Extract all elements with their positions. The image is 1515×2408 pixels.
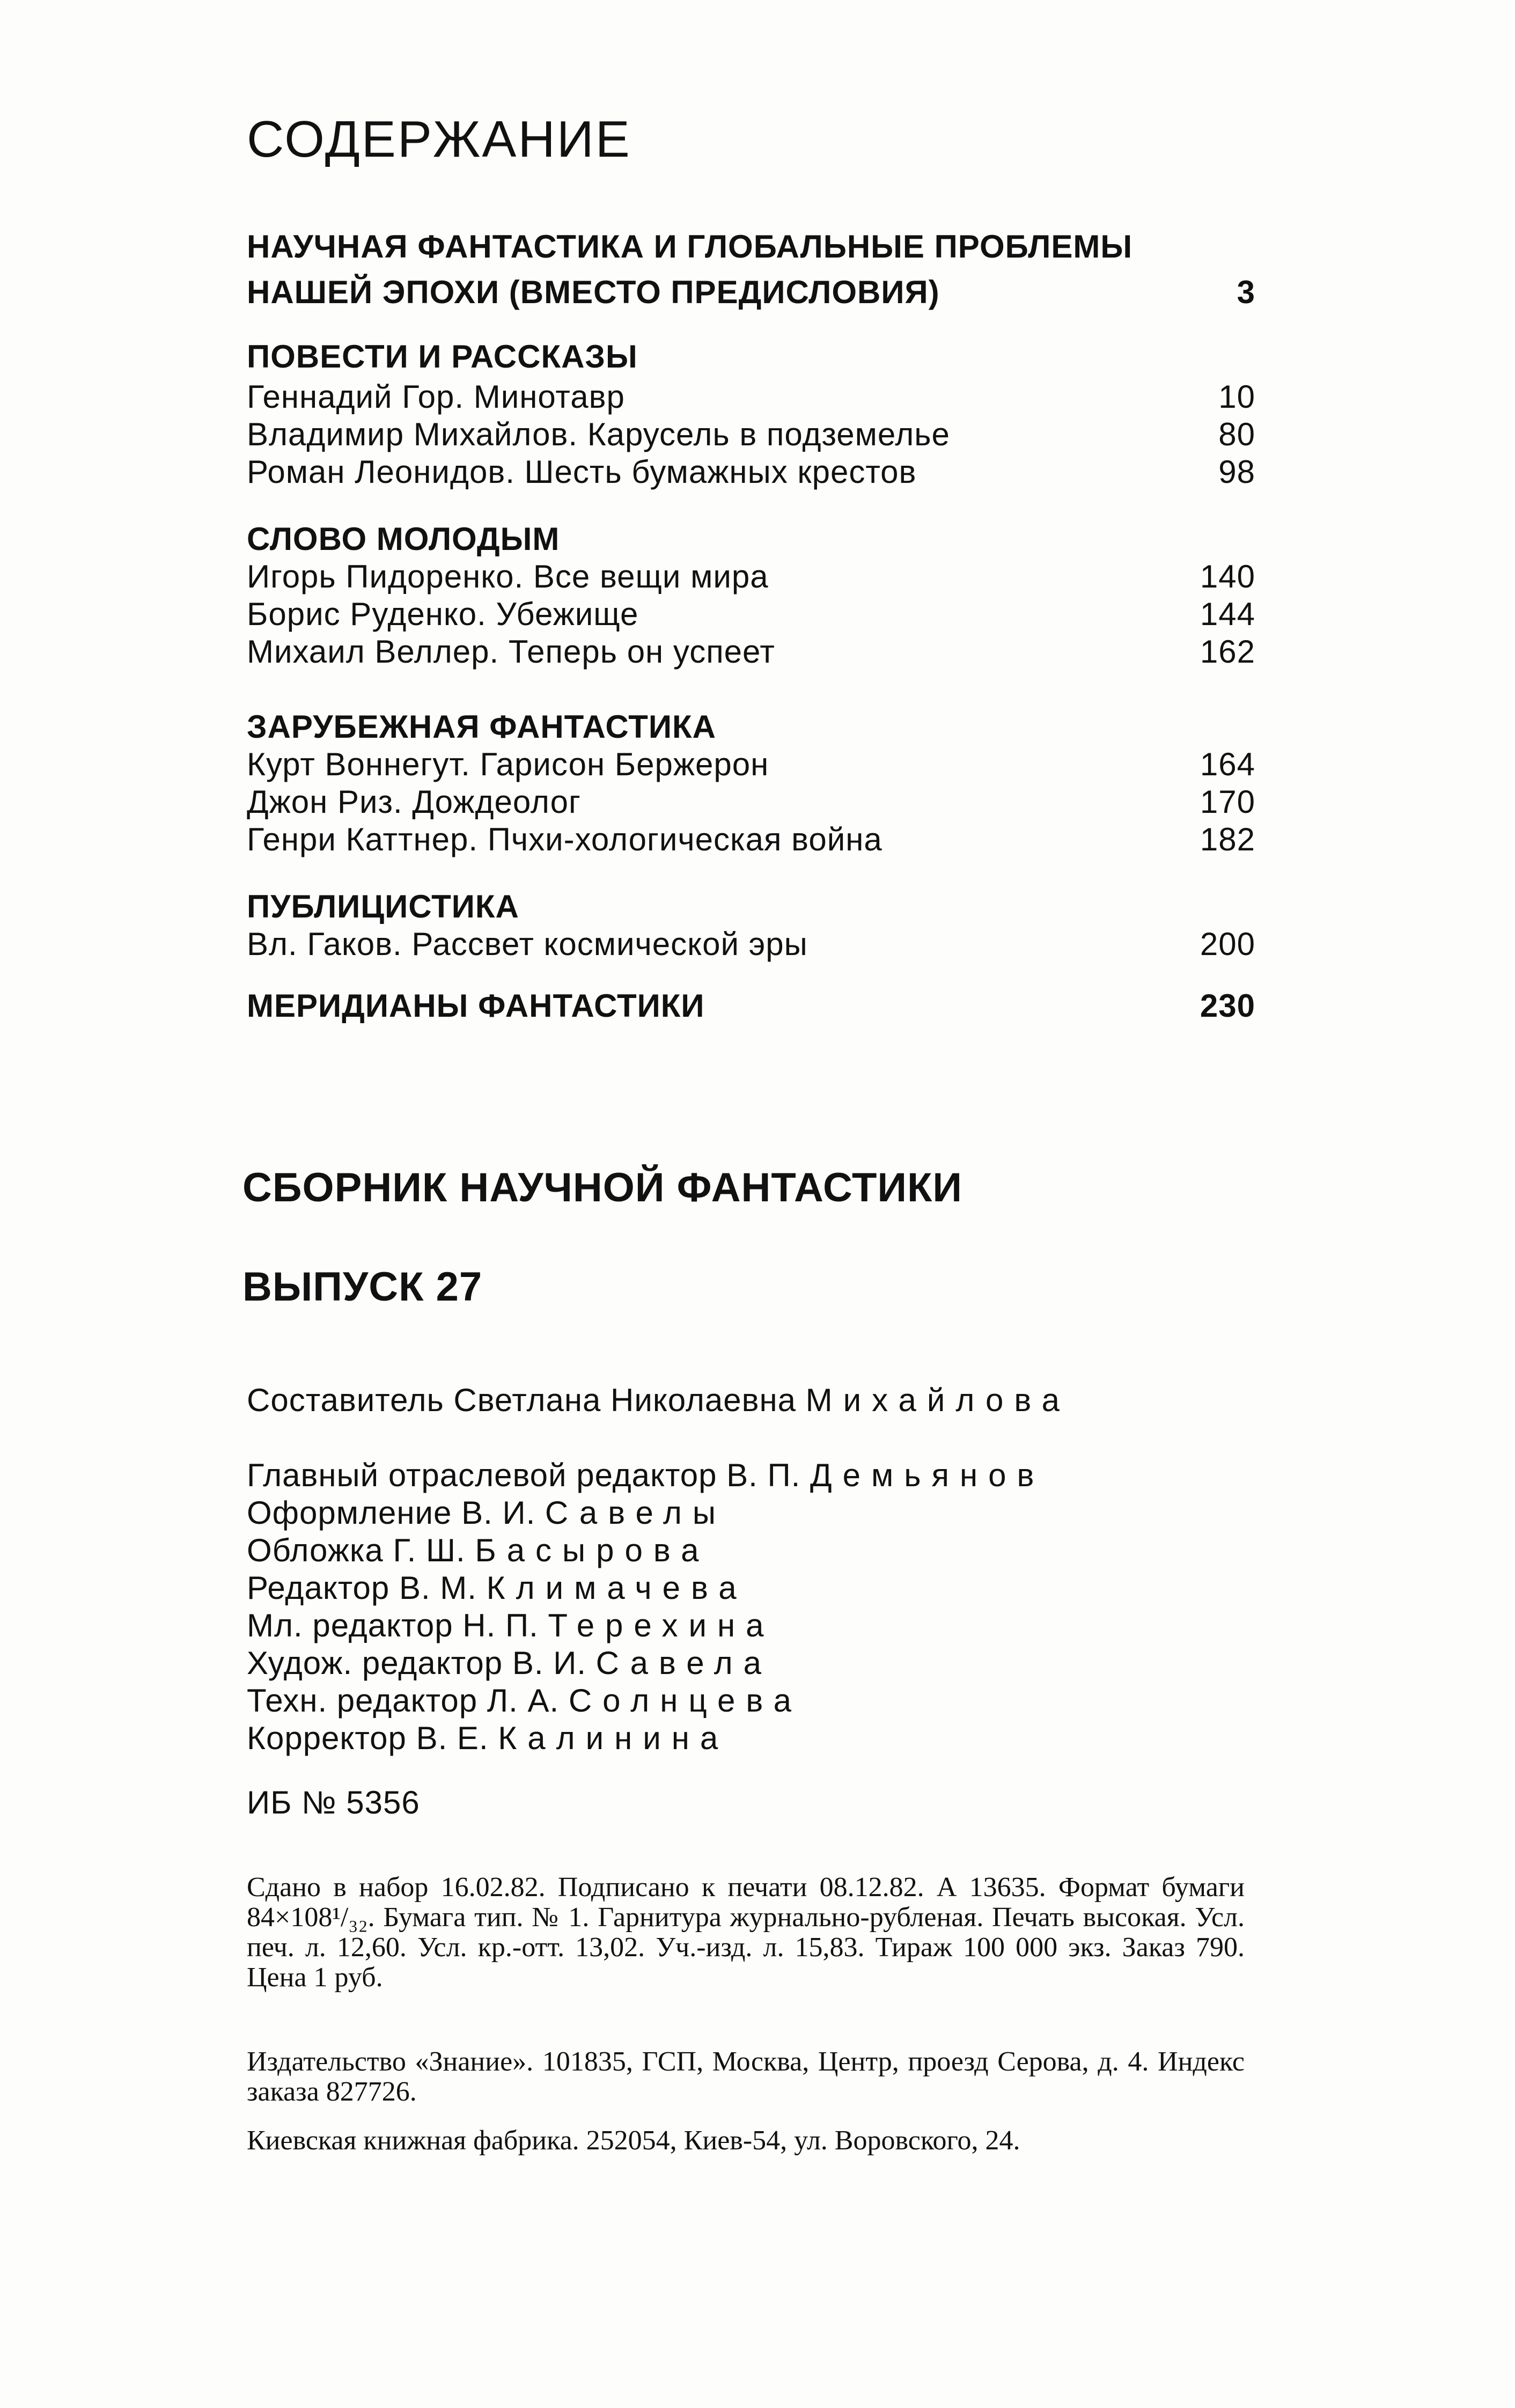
toc-intro-line2	[247, 274, 1255, 311]
credit-role: Главный отраслевой редактор В. П.	[247, 1457, 801, 1493]
toc-section-heading	[247, 338, 1255, 375]
toc-entry	[247, 746, 1255, 783]
staff-credit	[247, 1682, 802, 1719]
toc-entry-title: Курт Воннегут. Гарисон Бержерон	[247, 746, 769, 782]
toc-entry-page: 10	[1218, 379, 1255, 415]
toc-intro-line1	[247, 228, 1255, 265]
staff-credit	[247, 1720, 729, 1757]
toc-meridians-title: МЕРИДИАНЫ ФАНТАСТИКИ	[247, 988, 705, 1024]
imprint-print-data: Сдано в набор 16.02.82. Подписано к печати 08.12.82. А 13635. Формат бумаги 84×108¹/₃₂. Бумага тип. № 1. Гарнитура журнально-рубленая. Печать высокая. Усл. печ. л. 12,60. Усл. кр.-отт. 13,02. Уч.-изд. л. 15,83. Тираж 100 000 экз. Заказ 790. Цена 1 руб.	[247, 1872, 1245, 1993]
toc-entry	[247, 558, 1255, 595]
toc-entry-title: Геннадий Гор. Минотавр	[247, 379, 625, 415]
toc-section-title: ПУБЛИЦИСТИКА	[247, 889, 519, 924]
toc-entry-title: Михаил Веллер. Теперь он успеет	[247, 634, 775, 670]
series-title: СБОРНИК НАУЧНОЙ ФАНТАСТИКИ	[242, 1165, 963, 1210]
credit-role: Корректор В. Е.	[247, 1720, 489, 1756]
toc-section-title: ЗАРУБЕЖНАЯ ФАНТАСТИКА	[247, 709, 716, 745]
toc-title: СОДЕРЖАНИЕ	[247, 111, 631, 168]
imprint-publisher: Издательство «Знание». 101835, ГСП, Москва, Центр, проезд Серова, д. 4. Индекс заказа 827726.	[247, 2046, 1245, 2107]
toc-meridians	[247, 987, 1255, 1024]
credit-role: Техн. редактор Л. А.	[247, 1683, 560, 1719]
toc-entry-page: 80	[1218, 416, 1255, 452]
toc-entry-title: Борис Руденко. Убежище	[247, 596, 639, 632]
issue-title: ВЫПУСК 27	[242, 1264, 483, 1310]
toc-entry-page: 98	[1218, 454, 1255, 490]
toc-entry-page: 164	[1200, 746, 1255, 782]
toc-entry	[247, 378, 1255, 415]
credit-name: Савела	[595, 1645, 772, 1681]
toc-entry-page: 144	[1200, 596, 1255, 632]
toc-entry-title: Игорь Пидоренко. Все вещи мира	[247, 559, 769, 594]
toc-section-title: СЛОВО МОЛОДЫМ	[247, 521, 560, 557]
staff-credit	[247, 1569, 747, 1606]
toc-section-heading	[247, 520, 1255, 557]
toc-entry	[247, 926, 1255, 963]
credit-role: Составитель Светлана Николаевна	[247, 1382, 796, 1418]
toc-entry-title: Владимир Михайлов. Карусель в подземелье	[247, 416, 950, 452]
credit-name: Савелы	[545, 1495, 727, 1531]
credit-name: Солнцева	[568, 1683, 802, 1719]
credit-name: Терехина	[548, 1607, 775, 1643]
credit-role: Худож. редактор В. И.	[247, 1645, 586, 1681]
staff-credit	[247, 1532, 710, 1569]
toc-entry-title: Джон Риз. Дождеолог	[247, 784, 581, 820]
credit-name: Михайлова	[805, 1382, 1070, 1418]
staff-credit	[247, 1645, 772, 1682]
compiler-credit	[247, 1382, 1070, 1419]
toc-section-heading	[247, 708, 1255, 745]
toc-section-title: ПОВЕСТИ И РАССКАЗЫ	[247, 339, 638, 375]
toc-entry-title: Генри Каттнер. Пчхи-хологическая война	[247, 821, 882, 857]
toc-entry-page: 200	[1200, 926, 1255, 962]
credit-role: Оформление В. И.	[247, 1495, 536, 1531]
toc-entry	[247, 633, 1255, 670]
toc-entry	[247, 453, 1255, 490]
toc-entry-title: Вл. Гаков. Рассвет космической эры	[247, 926, 808, 962]
staff-credit	[247, 1457, 1045, 1494]
toc-entry	[247, 596, 1255, 633]
staff-credit	[247, 1494, 726, 1531]
toc-meridians-page: 230	[1200, 988, 1255, 1024]
toc-entry-title: Роман Леонидов. Шесть бумажных крестов	[247, 454, 917, 490]
credit-name: Басырова	[475, 1532, 710, 1568]
toc-entry	[247, 821, 1255, 858]
toc-entry-page: 140	[1200, 559, 1255, 594]
imprint-factory: Киевская книжная фабрика. 252054, Киев-54, ул. Воровского, 24.	[247, 2125, 1020, 2156]
toc-entry	[247, 783, 1255, 820]
credit-role: Обложка Г. Ш.	[247, 1532, 466, 1568]
credit-role: Редактор В. М.	[247, 1570, 477, 1606]
toc-intro-page: 3	[1237, 274, 1255, 310]
credit-name: Климачева	[486, 1570, 747, 1606]
toc-intro-text-1: НАУЧНАЯ ФАНТАСТИКА И ГЛОБАЛЬНЫЕ ПРОБЛЕМЫ	[247, 229, 1133, 265]
toc-section-heading	[247, 888, 1255, 925]
staff-credit	[247, 1607, 775, 1644]
toc-entry-page: 162	[1200, 634, 1255, 670]
credit-name: Демьянов	[810, 1457, 1045, 1493]
toc-entry-page: 182	[1200, 821, 1255, 857]
credit-role: Мл. редактор Н. П.	[247, 1607, 539, 1643]
ib-number: ИБ № 5356	[247, 1785, 420, 1820]
toc-intro-text-2: НАШЕЙ ЭПОХИ (ВМЕСТО ПРЕДИСЛОВИЯ)	[247, 274, 940, 310]
credit-name: Калинина	[498, 1720, 729, 1756]
toc-entry	[247, 416, 1255, 453]
toc-entry-page: 170	[1200, 784, 1255, 820]
